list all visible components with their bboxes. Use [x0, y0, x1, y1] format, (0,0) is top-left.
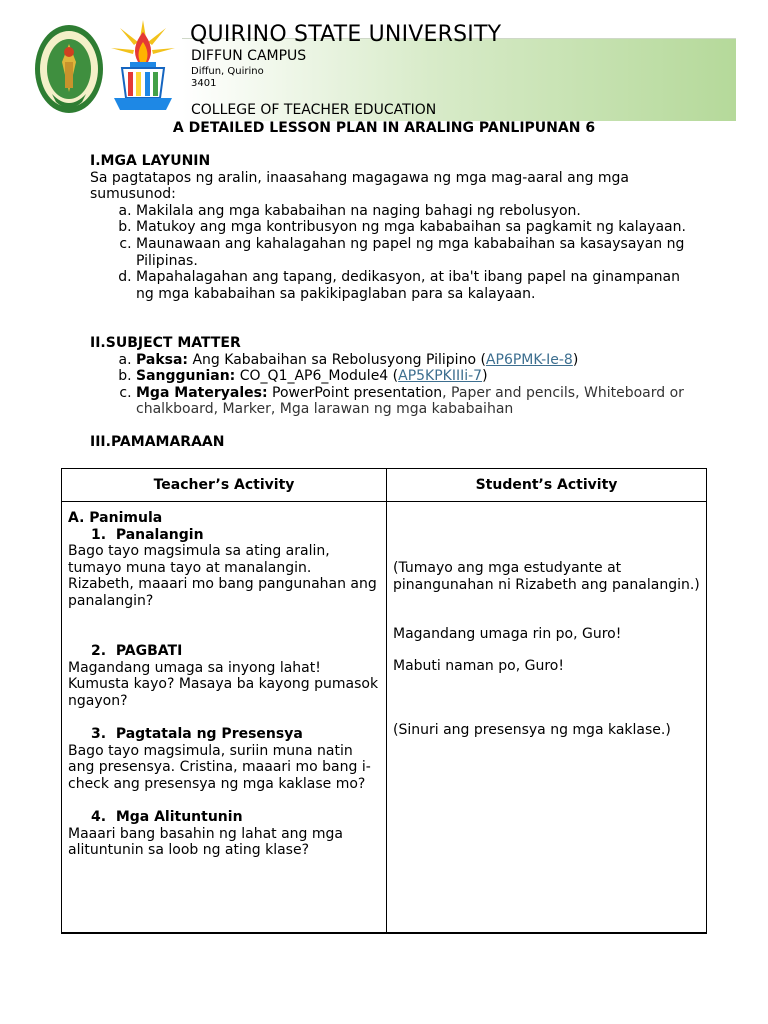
activity-text: Bago tayo magsimula, suriin muna natin ang presensya. Cristina, maaari mo bang i-check ang presensya ng mga kaklase mo? — [68, 742, 371, 792]
objective-item: d. Mapahalagahan ang tapang, dedikasyon, at iba't ibang papel na ginampanan ng mga kababaihan sa pakikipaglaban para sa kalayaan. — [136, 269, 696, 302]
teacher-block-pagbati — [68, 643, 380, 709]
paksa-label: Paksa: — [136, 351, 189, 368]
subject-matter-list — [90, 352, 686, 418]
activity-table — [61, 468, 707, 934]
student-response: (Sinuri ang presensya ng mga kaklase.) — [393, 722, 671, 738]
paksa-item — [136, 352, 686, 369]
procedure-heading: III.PAMAMARAAN — [90, 434, 225, 450]
activity-number: 4. — [91, 809, 107, 825]
table-header-row — [62, 469, 707, 502]
document-title: A DETAILED LESSON PLAN IN ARALING PANLIPUNAN 6 — [172, 120, 596, 136]
activity-title: Panalangin — [115, 526, 204, 543]
activity-number: 2. — [91, 643, 107, 659]
materyales-label: Mga Materyales: — [136, 384, 268, 401]
activity-text: Maaari bang basahin ng lahat ang mga alituntunin sa loob ng ating klase? — [68, 825, 343, 859]
table-row — [62, 502, 707, 934]
objectives-section — [90, 153, 710, 302]
subject-matter-section — [90, 335, 710, 418]
activity-title: Pagtatala ng Presensya — [115, 726, 303, 742]
student-activity-cell — [387, 502, 707, 934]
university-seal-logo — [32, 22, 106, 118]
address-line-1: Diffun, Quirino — [191, 66, 264, 77]
teacher-block-alituntunin — [68, 809, 380, 859]
materyales-text-1: PowerPoint presentation — [272, 384, 443, 401]
activity-subheading — [68, 809, 380, 826]
activity-title: PAGBATI — [115, 643, 183, 659]
objectives-list — [90, 203, 696, 303]
objectives-intro: Sa pagtatapos ng aralin, inaasahang magagawa ng mga mag-aaral ang mga sumusunod: — [90, 169, 630, 203]
paksa-close-paren: ) — [572, 351, 579, 368]
teacher-block-panalangin — [68, 510, 380, 610]
university-name: QUIRINO STATE UNIVERSITY — [190, 22, 502, 47]
teacher-activity-cell — [62, 502, 387, 934]
activity-subheading — [68, 527, 380, 544]
objective-item: b. Matukoy ang mga kontribusyon ng mga kababaihan sa pagkamit ng kalayaan. — [136, 219, 696, 236]
address-line-2: 3401 — [191, 78, 217, 89]
objective-item: a. Makilala ang mga kababaihan na naging bahagi ng rebolusyon. — [136, 203, 696, 220]
paksa-text: Ang Kababaihan sa Rebolusyong Pilipino ( — [192, 351, 486, 368]
campus-name: DIFFUN CAMPUS — [191, 48, 307, 64]
activity-text: Bago tayo magsimula sa ating aralin, tumayo muna tayo at manalangin. Rizabeth, maaari mo bang pangunahan ang panalangin? — [68, 543, 377, 609]
objective-item: c. Maunawaan ang kahalagahan ng papel ng mga kababaihan sa kasaysayan ng Pilipinas. — [136, 236, 696, 269]
campus-address — [191, 66, 264, 90]
college-name: COLLEGE OF TEACHER EDUCATION — [191, 102, 437, 118]
torch-logo — [108, 18, 178, 116]
activity-text: Magandang umaga sa inyong lahat! Kumusta kayo? Masaya ba kayong pumasok ngayon? — [68, 659, 379, 709]
sanggunian-code-link[interactable]: AP5KPKIIIi-7 — [398, 368, 483, 385]
procedure-section — [90, 434, 710, 451]
objectives-heading: I.MGA LAYUNIN — [90, 153, 211, 169]
sanggunian-item — [136, 368, 686, 385]
student-response: Magandang umaga rin po, Guro! — [393, 626, 622, 642]
student-response: Mabuti naman po, Guro! — [393, 658, 564, 674]
activity-number: 1. — [91, 526, 107, 543]
activity-subheading — [68, 726, 380, 743]
student-activity-header: Student’s Activity — [387, 469, 707, 502]
teacher-block-presensya — [68, 726, 380, 792]
sanggunian-text: CO_Q1_AP6_Module4 ( — [239, 368, 399, 385]
panimula-heading: A. Panimula — [68, 510, 163, 526]
activity-number: 3. — [91, 726, 107, 742]
teacher-activity-header: Teacher’s Activity — [62, 469, 387, 502]
materyales-text-2: , Paper and pencils, Whiteboard or chalkboard, Marker, Mga larawan ng mga kababaihan — [136, 384, 684, 418]
activity-subheading — [68, 643, 380, 660]
sanggunian-label: Sanggunian: — [136, 368, 236, 385]
student-response: (Tumayo ang mga estudyante at pinangunahan ni Rizabeth ang panalangin.) — [393, 560, 700, 593]
sanggunian-close-paren: ) — [482, 368, 488, 385]
materyales-item — [136, 385, 686, 418]
paksa-code-link[interactable]: AP6PMK-Ie-8 — [485, 351, 573, 368]
subject-matter-heading: II.SUBJECT MATTER — [90, 335, 241, 351]
activity-title: Mga Alituntunin — [115, 809, 243, 825]
